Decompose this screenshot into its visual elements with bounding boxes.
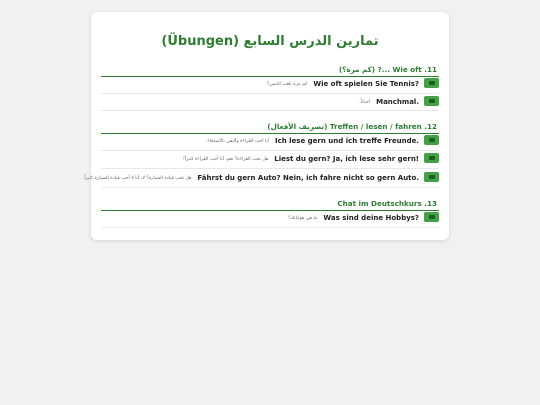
german-sentence: Ich lese gern und ich treffe Freunde. xyxy=(274,137,419,145)
arabic-translation: أنا أحب القراءة وألتقي بالأصدقاء. xyxy=(205,138,269,144)
exercise-row xyxy=(101,211,439,228)
speaker-icon xyxy=(429,175,435,179)
german-sentence: Wie oft spielen Sie Tennis? xyxy=(313,80,419,88)
exercise-row xyxy=(82,171,439,188)
exercise-row xyxy=(101,77,439,94)
exercise-row xyxy=(101,94,439,111)
play-audio-button[interactable] xyxy=(424,96,439,106)
page-title: تمارين الدرس السابع (Übungen) xyxy=(161,34,379,49)
speaker-icon xyxy=(429,81,435,85)
arabic-translation: ما هي هواياتك؟ xyxy=(288,215,318,221)
speaker-icon xyxy=(429,138,435,142)
german-sentence: Was sind deine Hobbys? xyxy=(323,214,419,222)
speaker-icon xyxy=(429,156,435,160)
exercise-row xyxy=(101,134,439,151)
exercise-card xyxy=(82,12,449,240)
section-title-12: 12. Treffen / lesen / fahren (تصريف الأفعال) xyxy=(267,122,437,131)
speaker-icon xyxy=(429,215,435,219)
play-audio-button[interactable] xyxy=(424,78,439,88)
section-title-13: 13. Chat im Deutschkurs xyxy=(337,199,437,208)
play-audio-button[interactable] xyxy=(424,172,439,182)
german-sentence: Manchmal. xyxy=(376,98,419,106)
arabic-translation: كم مرة تلعب التنس؟ xyxy=(267,81,308,87)
play-audio-button[interactable] xyxy=(424,153,439,163)
arabic-translation: أحياناً. xyxy=(359,99,371,105)
exercise-row xyxy=(101,152,439,169)
german-sentence: Fährst du gern Auto? Nein, ich fahre nicht so gern Auto. xyxy=(197,174,419,182)
section-title-11: 11. Wie oft ...? (كم مرة؟) xyxy=(338,65,437,74)
play-audio-button[interactable] xyxy=(424,135,439,145)
german-sentence: Liest du gern? Ja, ich lese sehr gern! xyxy=(274,155,419,163)
speaker-icon xyxy=(429,99,435,103)
arabic-translation: هل تحب القراءة؟ نعم، أنا أحب القراءة كثيراً! xyxy=(182,156,269,162)
play-audio-button[interactable] xyxy=(424,212,439,222)
arabic-translation: هل تحب قيادة السيارة؟ لا، أنا لا أحب قيادة السيارة كثيراً. xyxy=(82,175,192,181)
